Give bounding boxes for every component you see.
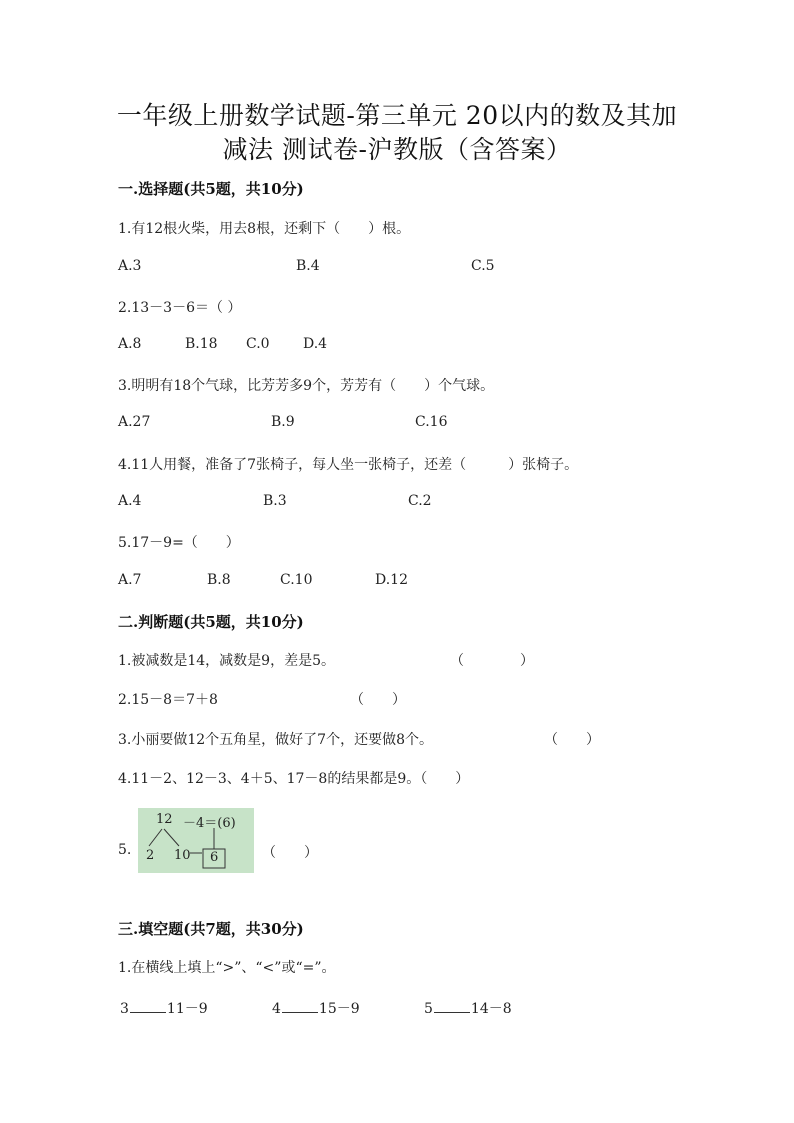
s2-q3-text: 3.小丽要做12个五角星，做好了7个，还要做8个。 [118, 732, 433, 748]
s2-q1-text: 1.被减数是14，减数是9，差是5。 [118, 653, 335, 669]
s1-q3-option-b: B.9 [271, 414, 295, 430]
s1-q2-option-b: B.18 [185, 336, 218, 352]
s1-q4-option-b: B.3 [263, 493, 287, 509]
s1-q4-option-a: A.4 [118, 493, 142, 509]
s3-q1-item-1 [120, 998, 208, 1018]
s2-q4-text: 4.11－2、12－3、4＋5、17－8的结果都是9。（ ） [118, 771, 470, 787]
s1-q1-option-a: A.3 [118, 258, 142, 274]
item-1-right: 11－9 [166, 1001, 208, 1017]
s1-q4-text: 4.11人用餐，准备了7张椅子，每人坐一张椅子，还差（ ）张椅子。 [118, 457, 579, 473]
item-1-blank[interactable] [130, 998, 166, 1013]
diagram-expression-rest: －4＝(6) [183, 816, 236, 831]
s1-q3-option-a: A.27 [118, 414, 151, 430]
s2-q5-label: 5. [118, 842, 132, 858]
item-1-left: 3 [120, 1001, 129, 1017]
section2-heading: 二.判断题(共5题，共10分) [118, 613, 304, 631]
item-3-left: 5 [424, 1001, 433, 1017]
s1-q1-option-c: C.5 [471, 258, 495, 274]
s1-q2-text: 2.13－3－6＝（ ） [118, 300, 242, 316]
s3-q1-item-3 [424, 998, 512, 1018]
item-2-blank[interactable] [282, 998, 318, 1013]
page-title-line1: 一年级上册数学试题-第三单元 20以内的数及其加 [116, 101, 678, 130]
s3-q1-text: 1.在横线上填上“>”、“<”或“=”。 [118, 960, 336, 976]
s2-q2-text: 2.15－8＝7＋8 [118, 692, 218, 708]
item-2-right: 15－9 [318, 1001, 360, 1017]
diagram-boxed-number: 6 [210, 850, 219, 865]
diagram-minuend: 12 [156, 812, 173, 827]
item-2-left: 4 [272, 1001, 281, 1017]
s1-q2-option-d: D.4 [303, 336, 328, 352]
s3-q1-item-2 [272, 998, 360, 1018]
s1-q2-option-a: A.8 [118, 336, 142, 352]
s1-q4-option-c: C.2 [408, 493, 432, 509]
item-3-blank[interactable] [434, 998, 470, 1013]
s1-q1-option-b: B.4 [296, 258, 320, 274]
diagram-split-b: 10 [174, 848, 191, 863]
s1-q3-text: 3.明明有18个气球，比芳芳多9个，芳芳有（ ）个气球。 [118, 378, 495, 394]
s1-q5-text: 5.17－9=（ ） [118, 535, 240, 551]
s2-q3-answer-paren: （ ） [544, 732, 600, 748]
s2-q2-answer-paren: （ ） [350, 692, 406, 708]
s1-q2-option-c: C.0 [246, 336, 270, 352]
section3-heading: 三.填空题(共7题，共30分) [118, 920, 304, 938]
page-title-line2: 减法 测试卷-沪教版（含答案） [222, 135, 572, 164]
s1-q5-option-d: D.12 [375, 572, 408, 588]
s1-q5-option-a: A.7 [118, 572, 142, 588]
s1-q1-text: 1.有12根火柴，用去8根，还剩下（ ）根。 [118, 221, 411, 237]
s1-q5-option-c: C.10 [280, 572, 313, 588]
section1-heading: 一.选择题(共5题，共10分) [118, 180, 304, 198]
s2-q1-answer-paren: （ ） [450, 653, 534, 669]
s1-q3-option-c: C.16 [415, 414, 448, 430]
s1-q5-option-b: B.8 [207, 572, 231, 588]
item-3-right: 14－8 [470, 1001, 512, 1017]
s2-q5-answer-paren: （ ） [262, 845, 318, 861]
diagram-split-a: 2 [146, 848, 155, 863]
decomposition-diagram [138, 808, 254, 873]
